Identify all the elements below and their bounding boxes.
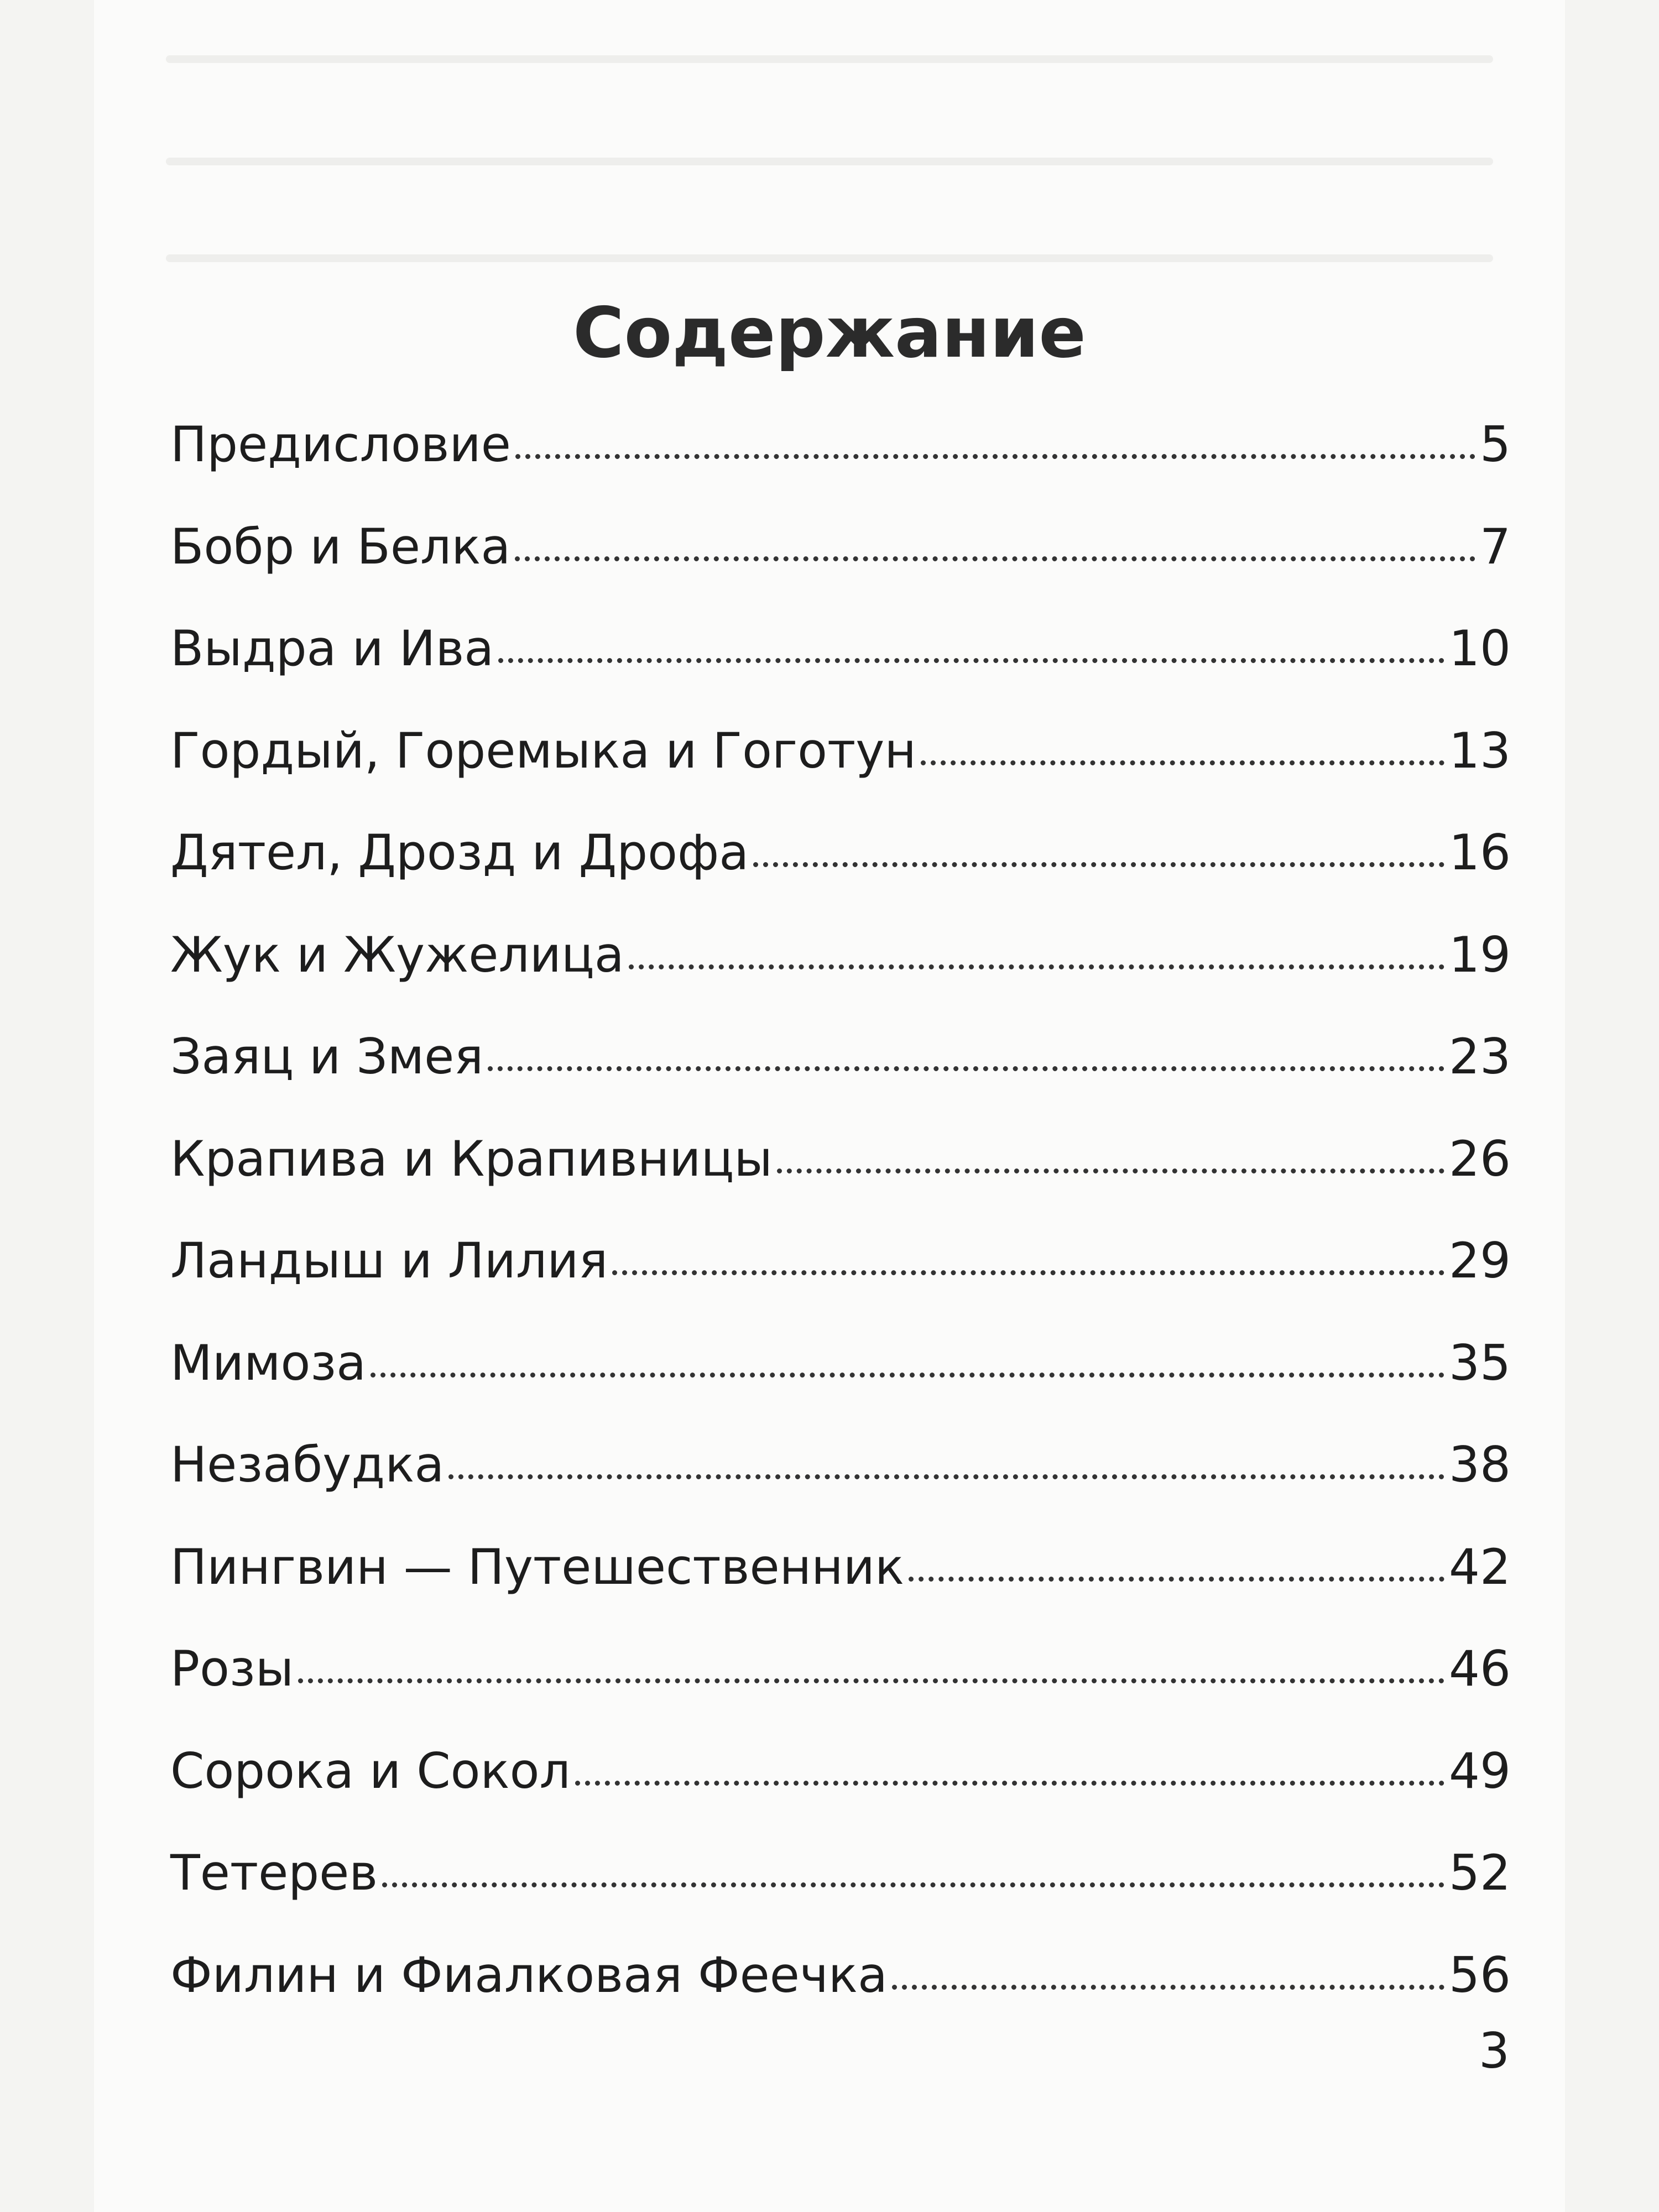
toc-entry-page: 23 (1449, 1028, 1511, 1085)
toc-entry-title: Незабудка (170, 1436, 445, 1493)
toc-entry-page: 5 (1480, 416, 1511, 473)
toc-entry-title: Бобр и Белка (170, 518, 511, 575)
toc-entry[interactable] (170, 1334, 1511, 1441)
toc-entry[interactable] (170, 620, 1511, 727)
toc-entry[interactable] (170, 1640, 1511, 1747)
toc-entry-title: Крапива и Крапивницы (170, 1130, 773, 1187)
dot-leader (612, 1270, 1444, 1275)
toc-entry-title: Пингвин — Путешественник (170, 1538, 905, 1595)
dot-leader (921, 760, 1444, 765)
toc-entry-page: 49 (1449, 1742, 1511, 1799)
dot-leader (382, 1882, 1444, 1887)
toc-entry-page: 56 (1449, 1946, 1511, 2004)
toc-entry[interactable] (170, 722, 1511, 829)
toc-entry[interactable] (170, 1742, 1511, 1849)
toc-entry-title: Сорока и Сокол (170, 1742, 571, 1799)
table-of-contents (170, 416, 1511, 2053)
toc-entry[interactable] (170, 824, 1511, 931)
toc-entry[interactable] (170, 1946, 1511, 2053)
dot-leader (515, 454, 1475, 459)
toc-entry-page: 13 (1449, 722, 1511, 779)
dot-leader (498, 658, 1444, 663)
page-number: 3 (1479, 2022, 1510, 2079)
dot-leader (371, 1373, 1444, 1378)
toc-entry-page: 52 (1449, 1844, 1511, 1901)
toc-entry-title: Предисловие (170, 416, 511, 473)
dot-leader (488, 1066, 1444, 1071)
toc-entry[interactable] (170, 1436, 1511, 1543)
toc-entry[interactable] (170, 1538, 1511, 1645)
toc-entry-title: Ландыш и Лилия (170, 1232, 608, 1289)
toc-entry-page: 46 (1449, 1640, 1511, 1697)
toc-entry-page: 42 (1449, 1538, 1511, 1595)
toc-entry[interactable] (170, 926, 1511, 1033)
toc-entry-page: 26 (1449, 1130, 1511, 1187)
show-through-line (166, 254, 1493, 262)
toc-entry-page: 38 (1449, 1436, 1511, 1493)
toc-entry-title: Выдра и Ива (170, 620, 494, 677)
toc-entry-title: Розы (170, 1640, 294, 1697)
toc-entry-page: 7 (1480, 518, 1511, 575)
toc-entry-title: Заяц и Змея (170, 1028, 484, 1085)
dot-leader (575, 1781, 1444, 1786)
toc-entry-page: 19 (1449, 926, 1511, 983)
toc-entry-page: 35 (1449, 1334, 1511, 1391)
toc-entry-title: Жук и Жужелица (170, 926, 624, 983)
toc-entry[interactable] (170, 1232, 1511, 1339)
dot-leader (892, 1985, 1444, 1990)
toc-entry-title: Мимоза (170, 1334, 367, 1391)
dot-leader (777, 1168, 1444, 1173)
show-through-line (166, 55, 1493, 63)
toc-entry[interactable] (170, 1130, 1511, 1237)
toc-entry[interactable] (170, 416, 1511, 523)
toc-entry-title: Гордый, Горемыка и Гоготун (170, 722, 916, 779)
dot-leader (629, 964, 1444, 969)
toc-entry[interactable] (170, 1028, 1511, 1135)
toc-entry-page: 29 (1449, 1232, 1511, 1289)
toc-entry-title: Тетерев (170, 1844, 378, 1901)
toc-entry[interactable] (170, 518, 1511, 625)
dot-leader (753, 862, 1444, 867)
dot-leader (298, 1678, 1444, 1683)
toc-entry-page: 10 (1449, 620, 1511, 677)
dot-leader (448, 1474, 1444, 1479)
toc-entry-page: 16 (1449, 824, 1511, 881)
toc-entry[interactable] (170, 1844, 1511, 1951)
dot-leader (909, 1577, 1444, 1582)
show-through-line (166, 158, 1493, 165)
dot-leader (515, 556, 1475, 561)
page-title: Содержание (573, 292, 1086, 374)
toc-entry-title: Филин и Фиалковая Феечка (170, 1946, 888, 2004)
toc-entry-title: Дятел, Дрозд и Дрофа (170, 824, 749, 881)
